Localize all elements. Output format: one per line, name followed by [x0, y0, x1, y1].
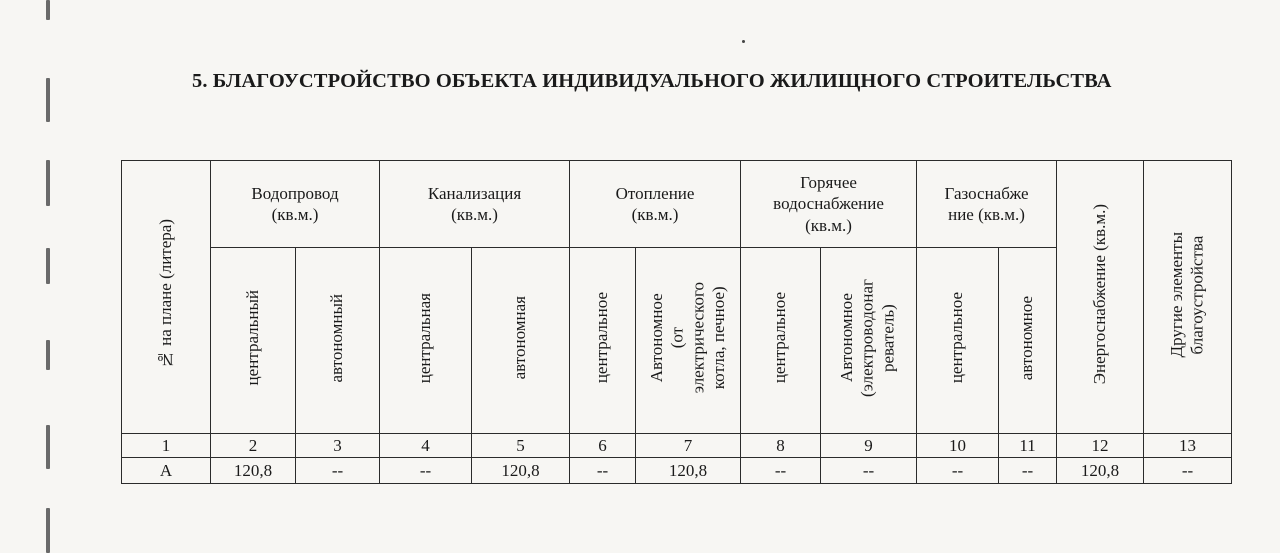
sub-header-water-central: центральный: [211, 248, 296, 434]
sub-header-heating-central: центральное: [570, 248, 636, 434]
column-number: 13: [1144, 434, 1232, 458]
header-group-heating: Отопление (кв.м.): [570, 161, 741, 248]
binder-mark: [46, 0, 50, 20]
table-cell: --: [380, 458, 472, 484]
table-cell: --: [999, 458, 1057, 484]
column-number: 9: [821, 434, 917, 458]
table-cell: --: [821, 458, 917, 484]
table-cell: --: [570, 458, 636, 484]
binder-mark: [46, 425, 50, 469]
header-group-gas: Газоснабже ние (кв.м.): [917, 161, 1057, 248]
binder-mark: [46, 248, 50, 284]
table-cell: 120,8: [472, 458, 570, 484]
column-number: 11: [999, 434, 1057, 458]
speck: [742, 40, 745, 43]
column-number: 4: [380, 434, 472, 458]
column-number-row: [122, 434, 1232, 458]
table-cell: --: [296, 458, 380, 484]
sub-header-hotwater-central: центральное: [741, 248, 821, 434]
sub-header-heating-autonomous: Автономное (от электрического котла, печное): [636, 248, 741, 434]
table-cell: --: [1144, 458, 1232, 484]
header-energy: Энергоснабжение (кв.м.): [1057, 161, 1144, 434]
binder-mark: [46, 78, 50, 122]
document-title: 5. БЛАГОУСТРОЙСТВО ОБЪЕКТА ИНДИВИДУАЛЬНОГО ЖИЛИЩНОГО СТРОИТЕЛЬСТВА: [192, 70, 1112, 92]
column-number: 6: [570, 434, 636, 458]
sub-header-sewer-autonomous: автономная: [472, 248, 570, 434]
sub-header-sewer-central: центральная: [380, 248, 472, 434]
column-number: 10: [917, 434, 999, 458]
column-number: 2: [211, 434, 296, 458]
column-number: 1: [122, 434, 211, 458]
column-number: 5: [472, 434, 570, 458]
header-group-water: Водопровод (кв.м.): [211, 161, 380, 248]
table-cell: 120,8: [636, 458, 741, 484]
sub-header-gas-autonomous: автономное: [999, 248, 1057, 434]
column-number: 12: [1057, 434, 1144, 458]
column-number: 8: [741, 434, 821, 458]
header-plan-number: № на плане (литера): [122, 161, 211, 434]
table-cell: --: [917, 458, 999, 484]
sub-header-gas-central: центральное: [917, 248, 999, 434]
column-number: 3: [296, 434, 380, 458]
table-cell: 120,8: [211, 458, 296, 484]
column-number: 7: [636, 434, 741, 458]
header-group-hot-water: Горячее водоснабжение (кв.м.): [741, 161, 917, 248]
header-row-groups: [122, 161, 1232, 248]
header-group-sewerage: Канализация (кв.м.): [380, 161, 570, 248]
improvement-table: [121, 160, 1232, 484]
binder-mark: [46, 508, 50, 553]
binder-mark: [46, 160, 50, 206]
table-row: [122, 458, 1232, 484]
binder-mark: [46, 340, 50, 370]
sub-header-water-autonomous: автономный: [296, 248, 380, 434]
table-cell: --: [741, 458, 821, 484]
table-cell: 120,8: [1057, 458, 1144, 484]
table-cell: А: [122, 458, 211, 484]
header-other-elements: Другие элементы благоустройства: [1144, 161, 1232, 434]
sub-header-hotwater-autonomous: Автономное (электроводонаг реватель): [821, 248, 917, 434]
